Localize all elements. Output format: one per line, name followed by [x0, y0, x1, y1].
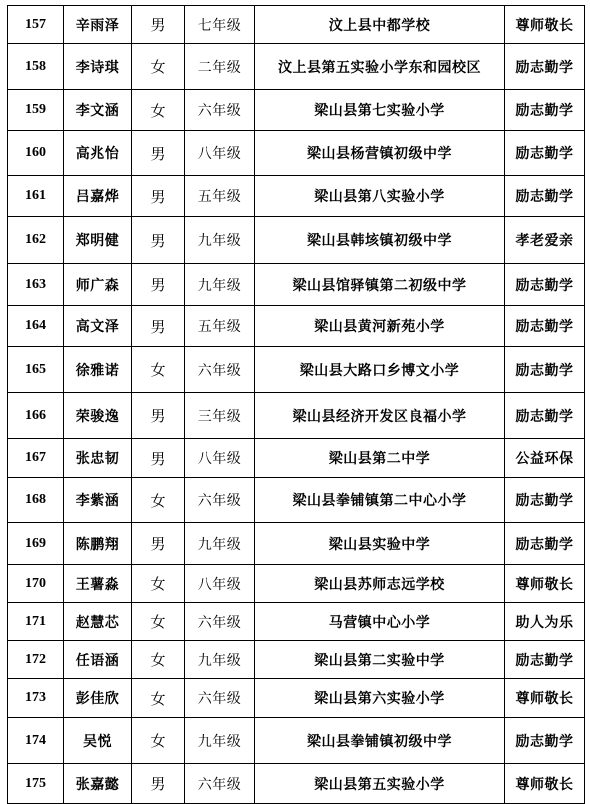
- student-grade: 九年级: [185, 523, 255, 565]
- student-grade: 八年级: [185, 565, 255, 603]
- student-gender: 女: [132, 718, 185, 764]
- school-name: 梁山县第七实验小学: [255, 90, 505, 131]
- row-number: 175: [8, 764, 64, 804]
- row-number: 160: [8, 131, 64, 176]
- student-name: 徐雅诺: [64, 347, 132, 393]
- student-gender: 男: [132, 523, 185, 565]
- row-number: 172: [8, 641, 64, 679]
- award-category: 励志勤学: [505, 393, 585, 439]
- student-grade: 五年级: [185, 176, 255, 217]
- student-grade: 三年级: [185, 393, 255, 439]
- student-gender: 男: [132, 439, 185, 478]
- table-row: [8, 306, 585, 347]
- student-grade: 六年级: [185, 679, 255, 718]
- student-name: 彭佳欣: [64, 679, 132, 718]
- table-row: [8, 6, 585, 44]
- school-name: 梁山县第八实验小学: [255, 176, 505, 217]
- award-category: 励志勤学: [505, 306, 585, 347]
- school-name: 汶上县中都学校: [255, 6, 505, 44]
- award-category: 励志勤学: [505, 44, 585, 90]
- table-row: [8, 565, 585, 603]
- school-name: 梁山县拳铺镇第二中心小学: [255, 478, 505, 523]
- row-number: 168: [8, 478, 64, 523]
- student-gender: 女: [132, 90, 185, 131]
- row-number: 158: [8, 44, 64, 90]
- award-category: 励志勤学: [505, 718, 585, 764]
- school-name: 梁山县韩垓镇初级中学: [255, 217, 505, 264]
- award-category: 助人为乐: [505, 603, 585, 641]
- row-number: 173: [8, 679, 64, 718]
- row-number: 170: [8, 565, 64, 603]
- student-name: 吴悦: [64, 718, 132, 764]
- award-category: 励志勤学: [505, 641, 585, 679]
- student-name: 高文泽: [64, 306, 132, 347]
- award-category: 尊师敬长: [505, 6, 585, 44]
- student-gender: 男: [132, 264, 185, 306]
- table-row: [8, 478, 585, 523]
- student-gender: 男: [132, 131, 185, 176]
- school-name: 梁山县第二中学: [255, 439, 505, 478]
- student-grade: 八年级: [185, 131, 255, 176]
- school-name: 梁山县第六实验小学: [255, 679, 505, 718]
- student-gender: 男: [132, 217, 185, 264]
- student-name: 王薯淼: [64, 565, 132, 603]
- row-number: 162: [8, 217, 64, 264]
- table-row: [8, 523, 585, 565]
- table-row: [8, 347, 585, 393]
- student-name: 任语涵: [64, 641, 132, 679]
- student-name: 高兆怡: [64, 131, 132, 176]
- row-number: 164: [8, 306, 64, 347]
- school-name: 梁山县经济开发区良福小学: [255, 393, 505, 439]
- student-grade: 六年级: [185, 90, 255, 131]
- table-row: [8, 131, 585, 176]
- award-category: 尊师敬长: [505, 565, 585, 603]
- school-name: 梁山县第五实验小学: [255, 764, 505, 804]
- award-category: 尊师敬长: [505, 764, 585, 804]
- award-category: 孝老爱亲: [505, 217, 585, 264]
- school-name: 梁山县拳铺镇初级中学: [255, 718, 505, 764]
- table-row: [8, 439, 585, 478]
- school-name: 梁山县苏师志远学校: [255, 565, 505, 603]
- school-name: 梁山县实验中学: [255, 523, 505, 565]
- student-grade: 六年级: [185, 478, 255, 523]
- student-gender: 男: [132, 393, 185, 439]
- student-name: 陈鹏翔: [64, 523, 132, 565]
- row-number: 157: [8, 6, 64, 44]
- student-grade: 九年级: [185, 264, 255, 306]
- student-name: 张忠韧: [64, 439, 132, 478]
- row-number: 159: [8, 90, 64, 131]
- student-name: 李紫涵: [64, 478, 132, 523]
- school-name: 梁山县第二实验中学: [255, 641, 505, 679]
- student-name: 师广森: [64, 264, 132, 306]
- student-grade: 六年级: [185, 603, 255, 641]
- awardee-table: [7, 5, 585, 804]
- student-gender: 女: [132, 44, 185, 90]
- award-category: 励志勤学: [505, 90, 585, 131]
- student-gender: 男: [132, 6, 185, 44]
- table-row: [8, 718, 585, 764]
- student-name: 吕嘉烨: [64, 176, 132, 217]
- student-grade: 七年级: [185, 6, 255, 44]
- student-name: 辛雨泽: [64, 6, 132, 44]
- row-number: 174: [8, 718, 64, 764]
- student-name: 赵慧芯: [64, 603, 132, 641]
- row-number: 167: [8, 439, 64, 478]
- school-name: 梁山县大路口乡博文小学: [255, 347, 505, 393]
- student-grade: 九年级: [185, 641, 255, 679]
- table-row: [8, 176, 585, 217]
- student-name: 李诗琪: [64, 44, 132, 90]
- row-number: 171: [8, 603, 64, 641]
- school-name: 梁山县杨营镇初级中学: [255, 131, 505, 176]
- table-row: [8, 393, 585, 439]
- school-name: 梁山县馆驿镇第二初级中学: [255, 264, 505, 306]
- table-row: [8, 44, 585, 90]
- student-name: 荣骏逸: [64, 393, 132, 439]
- school-name: 汶上县第五实验小学东和园校区: [255, 44, 505, 90]
- student-gender: 女: [132, 565, 185, 603]
- student-gender: 男: [132, 176, 185, 217]
- student-grade: 九年级: [185, 217, 255, 264]
- student-gender: 女: [132, 679, 185, 718]
- table-body: [8, 6, 585, 804]
- school-name: 马营镇中心小学: [255, 603, 505, 641]
- table-row: [8, 603, 585, 641]
- student-grade: 六年级: [185, 347, 255, 393]
- student-name: 李文涵: [64, 90, 132, 131]
- table-row: [8, 264, 585, 306]
- student-gender: 女: [132, 603, 185, 641]
- table-row: [8, 90, 585, 131]
- student-gender: 女: [132, 347, 185, 393]
- table-row: [8, 641, 585, 679]
- student-grade: 五年级: [185, 306, 255, 347]
- row-number: 169: [8, 523, 64, 565]
- award-category: 公益环保: [505, 439, 585, 478]
- table-row: [8, 679, 585, 718]
- award-category: 励志勤学: [505, 478, 585, 523]
- student-name: 郑明健: [64, 217, 132, 264]
- student-gender: 男: [132, 306, 185, 347]
- student-grade: 二年级: [185, 44, 255, 90]
- award-category: 励志勤学: [505, 131, 585, 176]
- row-number: 166: [8, 393, 64, 439]
- award-category: 尊师敬长: [505, 679, 585, 718]
- table-row: [8, 217, 585, 264]
- award-category: 励志勤学: [505, 523, 585, 565]
- row-number: 165: [8, 347, 64, 393]
- table-row: [8, 764, 585, 804]
- student-gender: 女: [132, 641, 185, 679]
- school-name: 梁山县黄河新苑小学: [255, 306, 505, 347]
- award-category: 励志勤学: [505, 176, 585, 217]
- student-gender: 女: [132, 478, 185, 523]
- student-name: 张嘉懿: [64, 764, 132, 804]
- student-grade: 六年级: [185, 764, 255, 804]
- row-number: 161: [8, 176, 64, 217]
- award-category: 励志勤学: [505, 264, 585, 306]
- student-grade: 九年级: [185, 718, 255, 764]
- row-number: 163: [8, 264, 64, 306]
- award-category: 励志勤学: [505, 347, 585, 393]
- student-grade: 八年级: [185, 439, 255, 478]
- student-gender: 男: [132, 764, 185, 804]
